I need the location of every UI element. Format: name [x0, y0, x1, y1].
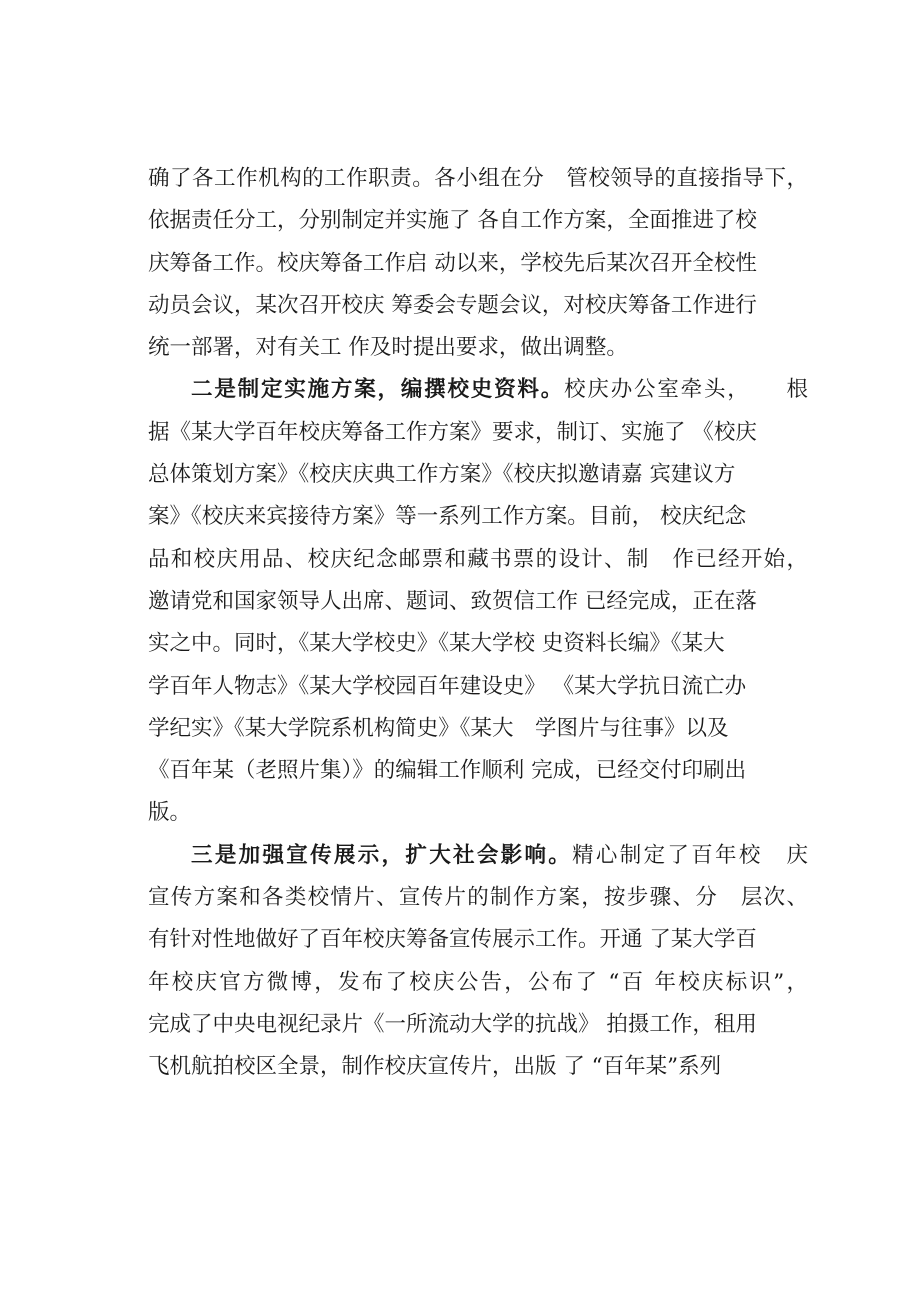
line-text: 品和校庆用品、校庆纪念邮票和藏书票的设计、制 作已经开始， [148, 546, 808, 572]
text-line [148, 877, 808, 919]
line-text: 实之中。同时，《某大学校史》《某大学校 史资料长编》《某大 [148, 631, 725, 657]
line-text: 据《某大学百年校庆筹备工作方案》要求，制订、实施了 《校庆 [148, 419, 757, 445]
line-text: 版。 [148, 800, 192, 826]
text-line [148, 285, 808, 327]
text-line [148, 1046, 808, 1088]
line-text: 完成了中央电视纪录片《一所流动大学的抗战》 拍摄工作，租用 [148, 1011, 757, 1037]
text-line [148, 327, 808, 369]
text-line [148, 158, 808, 200]
line-text: 校庆办公室牵头， 根 [564, 377, 808, 403]
line-text: 依据责任分工，分别制定并实施了 各自工作方案，全面推进了校 [148, 208, 757, 234]
line-text: 总体策划方案》《校庆庆典工作方案》《校庆拟邀请嘉 宾建议方 [148, 462, 736, 488]
line-text: 有针对性地做好了百年校庆筹备宣传展示工作。开通 了某大学百 [148, 927, 757, 953]
text-line [148, 919, 808, 961]
text-line [148, 496, 808, 538]
body-text [148, 158, 808, 1089]
paragraph-first-line [148, 835, 808, 877]
line-text: 学纪实》《某大学院系机构简史》《某大 学图片与往事》以及 [148, 715, 729, 741]
text-line [148, 581, 808, 623]
text-line [148, 708, 808, 750]
text-line [148, 1004, 808, 1046]
paragraph-lead-heading: 二是制定实施方案，编撰校史资料。 [191, 377, 565, 403]
text-line [148, 539, 808, 581]
text-line [148, 666, 808, 708]
text-line [148, 623, 808, 665]
line-text: 确了各工作机构的工作职责。各小组在分 管校领导的直接指导下， [148, 166, 808, 191]
text-line [148, 412, 808, 454]
text-line [148, 792, 808, 834]
line-text: 邀请党和国家领导人出席、题词、致贺信工作 已经完成，正在落 [148, 588, 757, 614]
paragraph-lead-heading: 三是加强宣传展示，扩大社会影响。 [191, 842, 573, 868]
line-text: 年校庆官方微博，发布了校庆公告，公布了 “百 年校庆标识”， [148, 969, 808, 995]
line-text: 学百年人物志》《某大学校园百年建设史》 《某大学抗日流亡办 [148, 673, 747, 699]
line-text: 统一部署，对有关工 作及时提出要求，做出调整。 [148, 335, 628, 361]
line-text: 飞机航拍校区全景，制作校庆宣传片，出版 了 “百年某”系列 [148, 1054, 722, 1080]
text-line [148, 962, 808, 1004]
line-text: 动员会议，某次召开校庆 筹委会专题会议，对校庆筹备工作进行 [148, 292, 757, 318]
line-text: 案》《校庆来宾接待方案》等一系列工作方案。目前， 校庆纪念 [148, 504, 747, 530]
line-text: 宣传方案和各类校情片、宣传片的制作方案，按步骤、分 层次、 [148, 885, 808, 911]
text-line [148, 750, 808, 792]
text-line [148, 200, 808, 242]
line-text: 精心制定了百年校 庆 [572, 842, 808, 868]
line-text: 《百年某（老照片集）》的编辑工作顺利 完成，已经交付印刷出 [148, 758, 747, 784]
line-text: 庆筹备工作。校庆筹备工作启 动以来，学校先后某次召开全校性 [148, 250, 757, 276]
paragraph-first-line [148, 369, 808, 411]
text-line [148, 454, 808, 496]
text-line [148, 243, 808, 285]
